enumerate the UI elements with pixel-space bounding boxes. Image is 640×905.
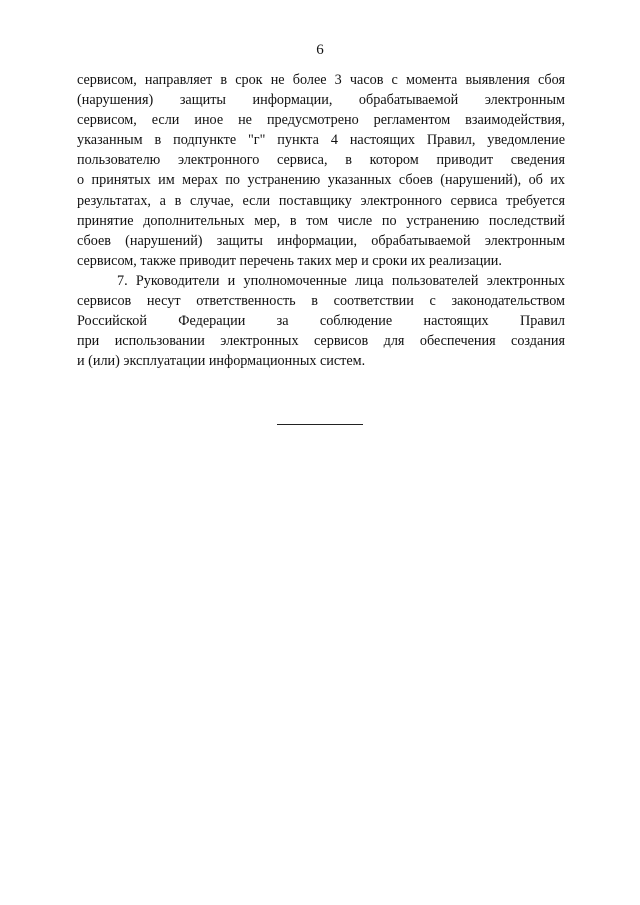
text-line: результатах, а в случае, если поставщику электронного сервиса требуется [77,192,565,209]
text-line: и (или) эксплуатации информационных систем. [77,353,366,370]
paragraph-continuation [77,70,565,271]
text-line: сервисов несут ответственность в соответствии с законодательством [77,293,565,310]
text-line: при использовании электронных сервисов для обеспечения создания [77,333,565,350]
text-line: сервисом, направляет в срок не более 3 часов с момента выявления сбоя [77,72,565,88]
paragraph-item-7 [77,271,565,371]
text-line: сервисом, если иное не предусмотрено регламентом взаимодействия, [77,112,565,129]
text-line: о принятых им мерах по устранению указанных сбоев (нарушений), об их [77,172,565,189]
text-line: сервисом, также приводит перечень таких мер и сроки их реализации. [77,252,502,269]
page-number: 6 [316,42,324,58]
end-of-document-rule [277,424,363,425]
text-line: 7. Руководители и уполномоченные лица пользователей электронных [117,272,565,289]
document-body [77,70,565,371]
text-line: указанным в подпункте "г" пункта 4 настоящих Правил, уведомление [77,132,565,149]
text-line: Российской Федерации за соблюдение настоящих Правил [77,313,565,330]
text-line: сбоев (нарушений) защиты информации, обрабатываемой электронным [77,232,565,249]
text-line: (нарушения) защиты информации, обрабатываемой электронным [77,92,565,109]
text-line: пользователю электронного сервиса, в котором приводит сведения [77,152,565,169]
text-line: принятие дополнительных мер, в том числе по устранению последствий [77,212,565,229]
